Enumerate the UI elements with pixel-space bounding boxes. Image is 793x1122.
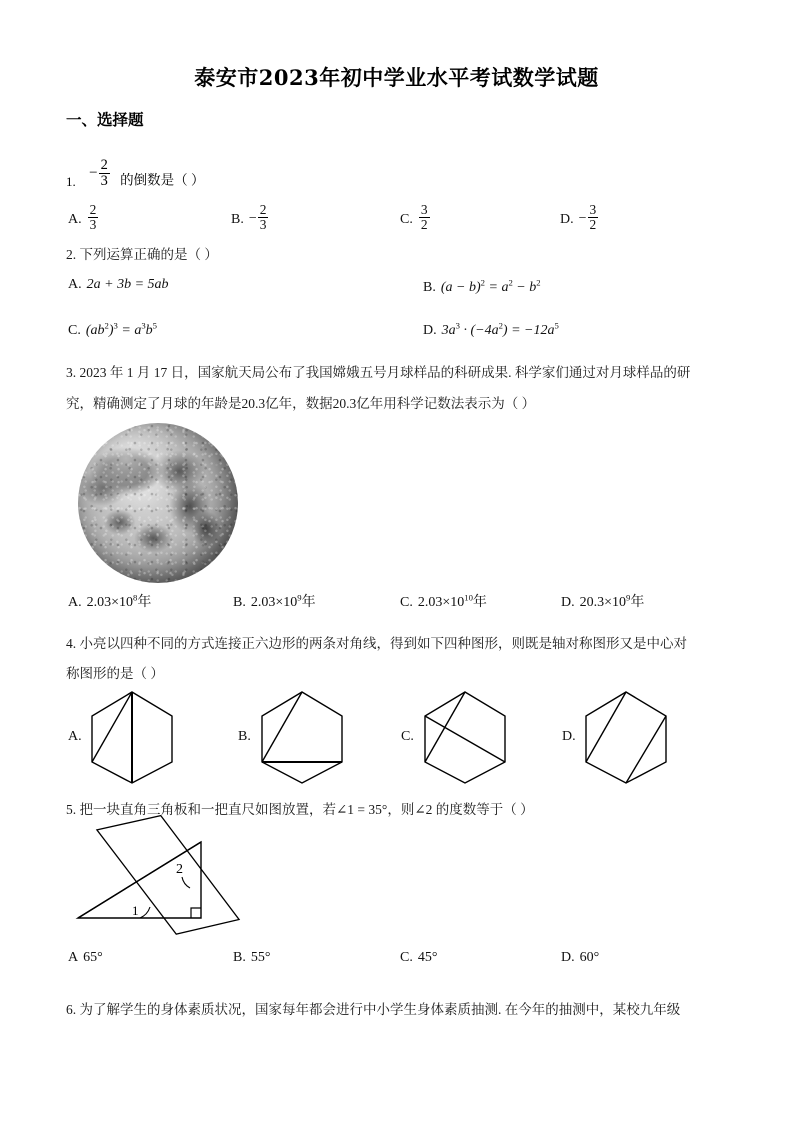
option-base: 10 xyxy=(119,595,134,610)
question-4-option-d-label: D. xyxy=(562,729,576,744)
question-4-option-b-figure[interactable] xyxy=(258,689,346,786)
fraction-denominator: 3 xyxy=(100,173,108,190)
question-4-option-c-figure[interactable] xyxy=(421,689,509,786)
question-5-figure xyxy=(70,815,255,937)
option-base: 10 xyxy=(450,595,465,610)
question-4-stem-line-1: 4. 小亮以四种不同的方式连接正六边形的两条对角线，得到如下四种图形，则既是轴对称图形又是中心对 xyxy=(66,636,687,651)
option-label: A. xyxy=(68,277,82,292)
question-2-option-d[interactable]: D. $3a^3 \cdot (-4a^2) = -12a^5$ xyxy=(423,320,559,338)
question-2-option-a[interactable]: A. 2a + 3b = 5ab xyxy=(68,277,169,292)
question-5-stem: 5. 把一块直角三角板和一把直尺如图放置，若∠1 = 35°，则∠2 的度数等于（ ） xyxy=(66,802,534,817)
question-4-option-a-figure[interactable] xyxy=(88,689,176,786)
question-1-stem xyxy=(66,158,205,190)
hexagon-parallel-diagonals-icon xyxy=(582,689,670,786)
option-label: D. xyxy=(561,595,575,610)
question-2-option-b[interactable]: B. $(a - b)^2 = a^2 - b^2$ xyxy=(423,277,541,295)
question-6-stem-line-1: 6. 为了解学生的身体素质状况，国家每年都会进行中小学生身体素质抽测. 在今年的抽测中，某校九年级 xyxy=(66,1002,681,1017)
hexagon-crossing-diagonals-icon xyxy=(421,689,509,786)
option-unit: 年 xyxy=(472,595,487,610)
question-5-option-d[interactable] xyxy=(561,950,599,966)
question-4-stem-line-2: 称图形的是（ ） xyxy=(66,666,164,681)
fraction-numerator: 2 xyxy=(100,157,108,173)
question-1-option-c[interactable] xyxy=(400,203,431,232)
option-label: C. xyxy=(68,322,81,338)
option-label: D. xyxy=(423,322,437,338)
svg-text:2: 2 xyxy=(176,862,183,877)
option-mantissa: 2.03 xyxy=(86,595,112,610)
times-symbol: × xyxy=(604,595,613,610)
question-1-number: 1. xyxy=(66,173,76,189)
option-label: B. xyxy=(233,595,246,610)
triangle-ruler-icon xyxy=(70,815,255,937)
page-title: 泰安市2023年初中学业水平考试数学试题 xyxy=(194,65,599,90)
question-1-option-d[interactable] xyxy=(560,203,599,232)
hexagon-vertical-diagonal-icon xyxy=(88,689,176,786)
option-mantissa: 2.03 xyxy=(417,595,443,610)
question-3-option-a[interactable] xyxy=(68,591,151,611)
option-text: 60° xyxy=(579,950,600,965)
option-numerator: 2 xyxy=(259,202,267,217)
option-label: C. xyxy=(400,212,413,228)
question-1-stem-text: 的倒数是（ ） xyxy=(120,172,205,188)
times-symbol: × xyxy=(111,595,120,610)
hexagon-horizontal-diagonal-icon xyxy=(258,689,346,786)
moon-photo xyxy=(78,423,243,586)
option-sign: − xyxy=(248,210,257,226)
option-exponent: 10 xyxy=(464,592,473,603)
option-text: 55° xyxy=(250,950,271,965)
question-5-option-c[interactable] xyxy=(400,950,437,966)
question-4-option-c-label: C. xyxy=(401,729,414,744)
option-denominator: 3 xyxy=(89,217,97,233)
option-label: B. xyxy=(233,950,246,965)
option-numerator: 3 xyxy=(420,202,428,217)
option-label: A xyxy=(68,950,79,965)
question-3-option-d[interactable] xyxy=(561,591,644,611)
svg-text:1: 1 xyxy=(132,903,139,918)
option-text: 65° xyxy=(83,950,103,965)
option-label: C. xyxy=(400,595,413,610)
option-sign: − xyxy=(578,210,587,226)
option-label: B. xyxy=(231,212,244,228)
option-denominator: 2 xyxy=(420,217,428,233)
option-exponent: 9 xyxy=(626,592,631,603)
section-heading: 一、选择题 xyxy=(66,110,144,129)
option-mantissa: 20.3 xyxy=(579,595,605,610)
question-4-option-b-label: B. xyxy=(238,729,251,744)
question-3-option-c[interactable] xyxy=(400,591,487,611)
option-label: A. xyxy=(68,595,82,610)
question-5-option-b[interactable] xyxy=(233,950,270,966)
option-mantissa: 2.03 xyxy=(250,595,276,610)
times-symbol: × xyxy=(275,595,284,610)
option-unit: 年 xyxy=(137,595,152,610)
question-1-option-b[interactable] xyxy=(231,203,269,232)
question-2-stem: 2. 下列运算正确的是（ ） xyxy=(66,247,218,262)
option-label: D. xyxy=(561,950,575,965)
question-4-option-a-label: A. xyxy=(68,729,82,744)
question-2-option-c[interactable]: C. $(ab^2)^3 = a^3b^5$ xyxy=(68,320,158,338)
option-label: C. xyxy=(400,950,413,965)
option-unit: 年 xyxy=(630,595,645,610)
option-numerator: 2 xyxy=(89,202,97,217)
option-numerator: 3 xyxy=(589,202,597,217)
option-label: B. xyxy=(423,279,436,295)
question-5-option-a[interactable] xyxy=(68,950,103,966)
option-exponent: 8 xyxy=(133,592,138,603)
option-base: 10 xyxy=(612,595,627,610)
option-base: 10 xyxy=(283,595,298,610)
option-label: A. xyxy=(68,212,82,228)
option-unit: 年 xyxy=(301,595,316,610)
option-exponent: 9 xyxy=(297,592,302,603)
option-denominator: 3 xyxy=(259,217,267,233)
question-3-stem-line-1: 3. 2023 年 1 月 17 日，国家航天局公布了我国嫦娥五号月球样品的科研成果. 科学家们通过对月球样品的研 xyxy=(66,365,691,380)
option-denominator: 2 xyxy=(589,217,597,233)
question-3-option-b[interactable] xyxy=(233,591,316,611)
option-label: D. xyxy=(560,212,574,228)
option-text: 45° xyxy=(417,950,438,965)
times-symbol: × xyxy=(442,595,451,610)
fraction-sign: − xyxy=(89,165,98,182)
question-1-option-a[interactable] xyxy=(68,203,99,232)
question-1-fraction xyxy=(89,158,111,189)
moon-image xyxy=(78,423,238,583)
question-3-stem-line-2: 究，精确测定了月球的年龄是20.3亿年，数据20.3亿年用科学记数法表示为（ ） xyxy=(66,396,536,411)
question-4-option-d-figure[interactable] xyxy=(582,689,670,786)
